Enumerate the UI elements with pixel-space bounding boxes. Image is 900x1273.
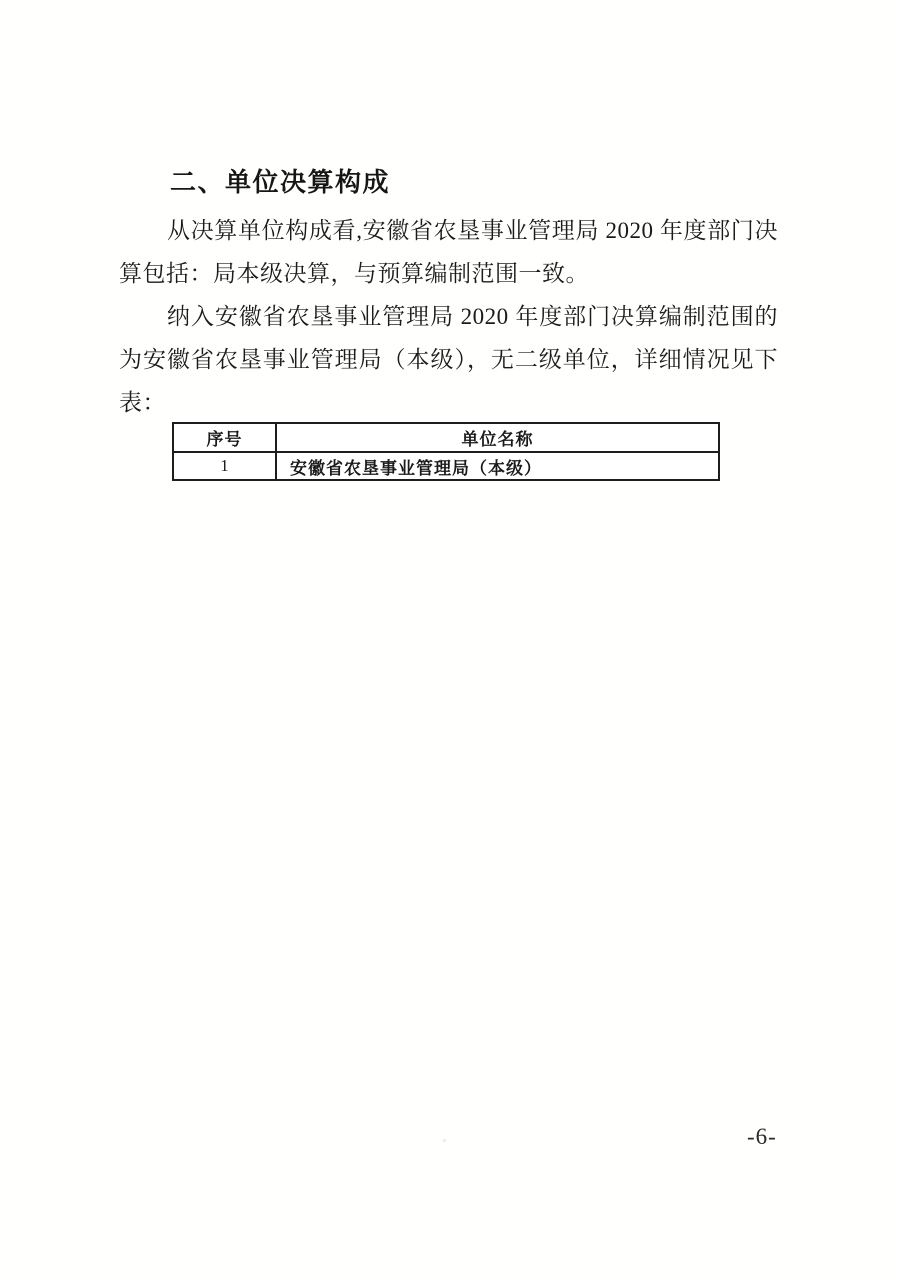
- paragraph2-line1: 纳入安徽省农垦事业管理局 2020 年度部门决算编制范围的: [167, 304, 778, 329]
- paragraph2-line2: 为安徽省农垦事业管理局（本级），无二级单位，详细情况见下: [119, 347, 778, 372]
- paragraph1-line1: 从决算单位构成看,安徽省农垦事业管理局 2020 年度部门决: [167, 218, 778, 243]
- section-heading: 二、单位决算构成: [170, 167, 391, 197]
- unit-list-table: [172, 422, 720, 481]
- table-cell-index: 1: [173, 452, 276, 480]
- table-row: [173, 452, 719, 480]
- table-header-index: 序号: [173, 423, 276, 452]
- table-header-row: [173, 423, 719, 452]
- table-header-unit-name: 单位名称: [276, 423, 719, 452]
- page-number: -6-: [747, 1124, 777, 1149]
- table-cell-unit-name: 安徽省农垦事业管理局（本级）: [276, 452, 719, 480]
- paragraph2-line3: 表：: [119, 390, 166, 415]
- scan-artifact-dot: [443, 1139, 446, 1142]
- body-text: [119, 209, 778, 424]
- paragraph1-line2: 算包括：局本级决算，与预算编制范围一致。: [119, 261, 589, 286]
